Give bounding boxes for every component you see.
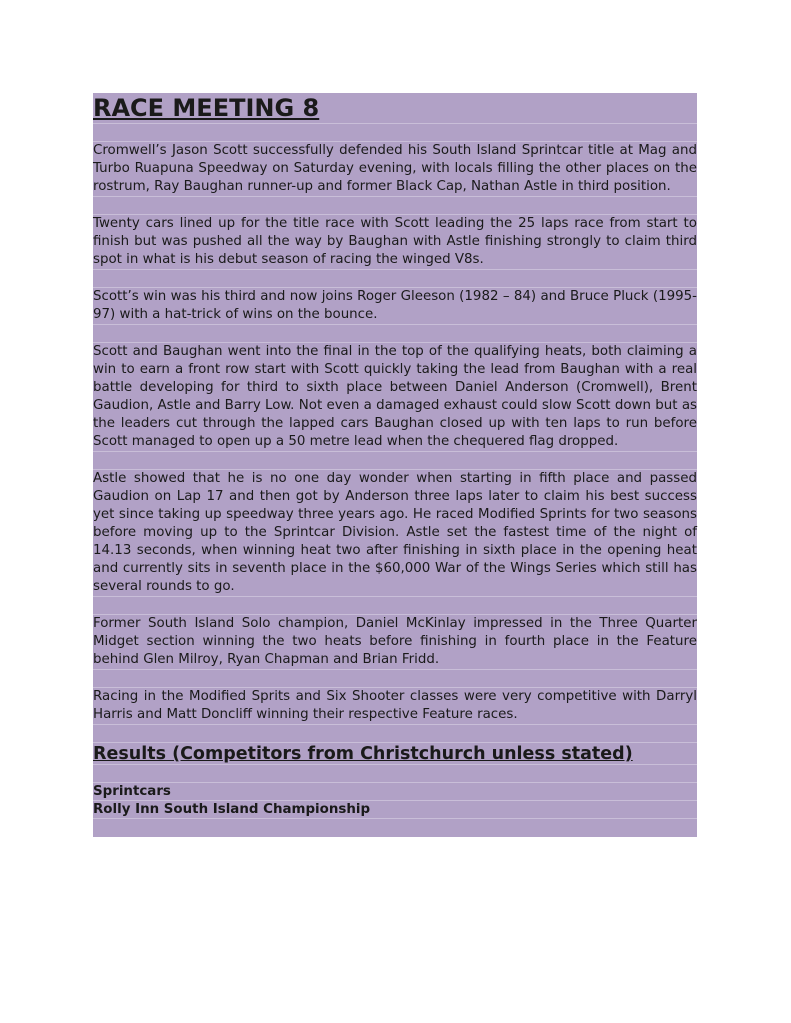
paragraph-3: Scott’s win was his third and now joins Roger Gleeson (1982 – 84) and Bruce Pluck (1995- 97) with a hat-trick of wins on the bounce. xyxy=(93,288,697,325)
blank-line xyxy=(93,325,697,343)
blank-line xyxy=(93,197,697,215)
blank-line xyxy=(93,670,697,688)
class-name: Sprintcars xyxy=(93,783,697,801)
paragraph-5: Astle showed that he is no one day wonder when starting in fifth place and passed Gaudion on Lap 17 and then got by Anderson three laps later to claim his best success yet since taking up speedway three years ago. He raced Modified Sprints for two seasons before moving up to the Sprintcar Division. Astle set the fastest time of the night of 14.13 seconds, when winning heat two after finishing in sixth place in the opening heat and currently sits in seventh place in the $60,000 War of the Wings Series which still has several rounds to go. xyxy=(93,470,697,597)
paragraph-7: Racing in the Modified Sprits and Six Shooter classes were very competitive with Darryl Harris and Matt Doncliff winning their respective Feature races. xyxy=(93,688,697,725)
page-title: RACE MEETING 8 xyxy=(93,93,697,124)
blank-line xyxy=(93,597,697,615)
blank-line xyxy=(93,725,697,743)
paragraph-1: Cromwell’s Jason Scott successfully defended his South Island Sprintcar title at Mag and Turbo Ruapuna Speedway on Saturday evening, with locals filling the other places on the rostrum, Ray Baughan runner-up and former Black Cap, Nathan Astle in third position. xyxy=(93,142,697,197)
blank-line xyxy=(93,765,697,783)
blank-line xyxy=(93,819,697,837)
championship-name: Rolly Inn South Island Championship xyxy=(93,801,697,819)
paragraph-2: Twenty cars lined up for the title race with Scott leading the 25 laps race from start to finish but was pushed all the way by Baughan with Astle finishing strongly to claim third spot in what is his debut season of racing the winged V8s. xyxy=(93,215,697,270)
results-heading: Results (Competitors from Christchurch unless stated) xyxy=(93,743,697,765)
paragraph-4: Scott and Baughan went into the final in the top of the qualifying heats, both claiming a win to earn a front row start with Scott quickly taking the lead from Baughan with a real battle developing for third to sixth place between Daniel Anderson (Cromwell), Brent Gaudion, Astle and Barry Low. Not even a damaged exhaust could slow Scott down but as the leaders cut through the lapped cars Baughan closed up with ten laps to run before Scott managed to open up a 50 metre lead when the chequered flag dropped. xyxy=(93,343,697,452)
blank-line xyxy=(93,452,697,470)
paragraph-6: Former South Island Solo champion, Daniel McKinlay impressed in the Three Quarter Midget section winning the two heats before finishing in fourth place in the Feature behind Glen Milroy, Ryan Chapman and Brian Fridd. xyxy=(93,615,697,670)
blank-line xyxy=(93,124,697,142)
blank-line xyxy=(93,270,697,288)
document-body xyxy=(93,93,697,837)
